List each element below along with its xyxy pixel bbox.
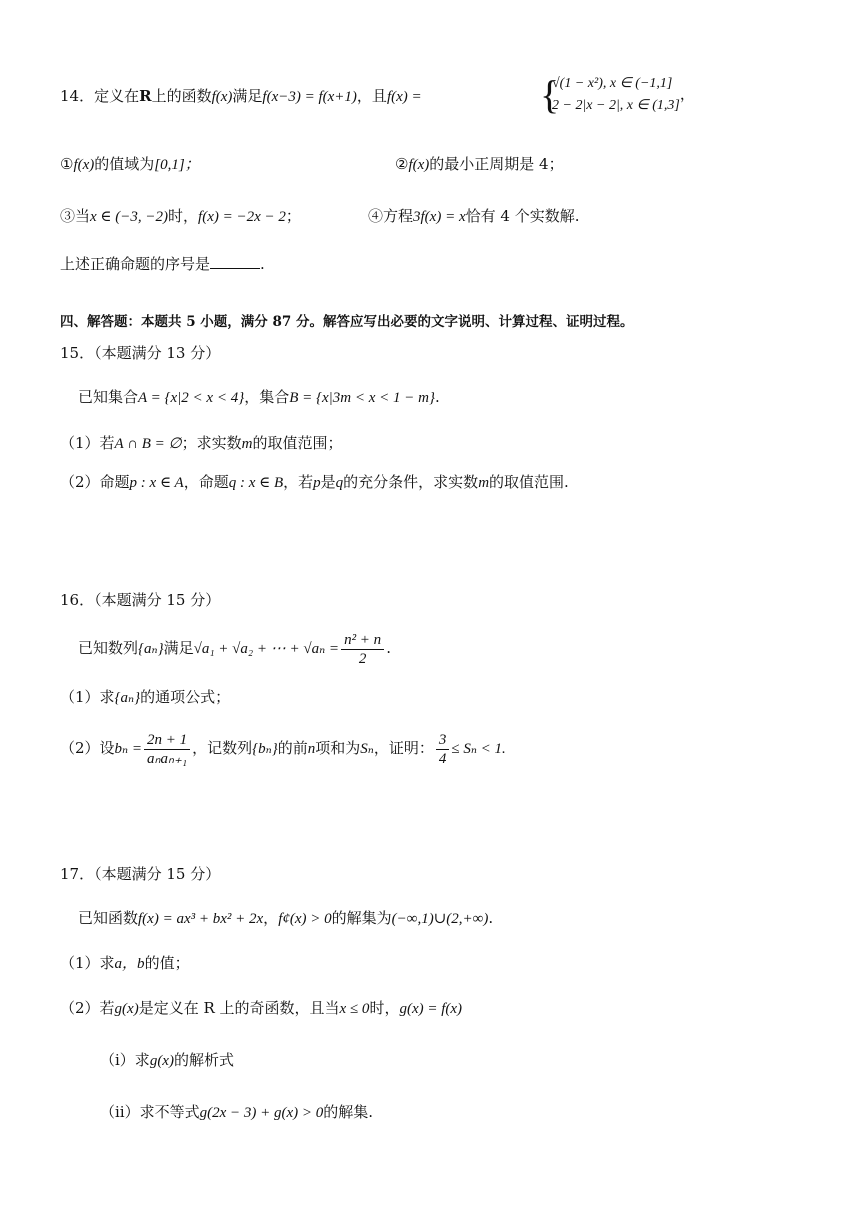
section-heading: 四、解答题：本题共 5 小题，满分 87 分。解答应写出必要的文字说明、计算过程、证明过程。 — [60, 314, 634, 330]
part-label: （2）若 — [60, 999, 115, 1017]
option-marker: ② — [395, 155, 409, 173]
sqrt-sum: √a₁ + √a₂ + ⋯ + √aₙ = — [193, 641, 340, 657]
fraction-numerator: n² + n — [341, 631, 384, 650]
fraction — [144, 731, 190, 768]
sub-label: （ⅰ）求 — [100, 1051, 150, 1069]
q14-stem-text: 14．定义在 — [60, 87, 140, 105]
q15-text: ，集合 — [244, 388, 290, 406]
q14-piecewise — [540, 73, 695, 117]
q16-stem — [78, 628, 391, 669]
q14-fx-eq: f(x) = — [386, 89, 422, 105]
q14-real-set: R — [139, 87, 152, 105]
q14-option-1 — [60, 153, 200, 176]
q16-title: 16．（本题满分 15 分） — [60, 591, 221, 609]
part-label: （2）命题 — [60, 473, 130, 491]
ask-period: . — [260, 255, 265, 273]
var-sn: Sₙ — [360, 741, 374, 757]
sub-text: 的解析式 — [173, 1051, 234, 1069]
part-text: 是定义在 R 上的奇函数，且当 — [138, 999, 340, 1017]
option-math: [0,1]； — [154, 157, 200, 173]
q17-stem — [78, 907, 493, 930]
part-text: 的值； — [144, 954, 190, 972]
func-g: g(x) — [114, 1001, 139, 1017]
sequence-a: {aₙ} — [114, 690, 141, 706]
q16-part2 — [60, 728, 506, 769]
part-math: q : x ∈ B — [228, 475, 284, 491]
sub-text: 的解集. — [323, 1103, 374, 1121]
q15-part1 — [60, 432, 343, 455]
option-text: 时， — [168, 207, 199, 225]
part-text: 的前 — [277, 739, 308, 757]
part-text: 的取值范围. — [489, 473, 569, 491]
q14-ask — [60, 253, 265, 275]
q16-text: . — [386, 639, 391, 657]
q14-option-4 — [368, 205, 579, 228]
inequality: g(2x − 3) + g(x) > 0 — [199, 1105, 324, 1121]
inequality: ≤ Sₙ < 1. — [451, 741, 506, 757]
piece-row-1: √(1 − x²), x ∈ (−1,1] — [552, 76, 673, 91]
fraction-numerator: 2n + 1 — [144, 731, 190, 750]
fraction-denominator: 4 — [438, 750, 447, 767]
part-text: ，证明： — [373, 739, 434, 757]
fraction-numerator: 3 — [436, 731, 450, 750]
q14-stem-text-c: 满足 — [232, 87, 263, 105]
option-marker: ① — [60, 155, 74, 173]
part-text: 时， — [369, 999, 400, 1017]
q17-title: 17．（本题满分 15 分） — [60, 865, 221, 883]
equation: g(x) = f(x) — [399, 1001, 463, 1017]
sub-label: （ⅱ）求不等式 — [100, 1103, 200, 1121]
part-text: ，命题 — [183, 473, 229, 491]
condition: x ≤ 0 — [339, 1001, 370, 1017]
func-g: g(x) — [149, 1053, 174, 1069]
q14-option-2 — [395, 153, 564, 176]
piece-row-2: 2 − 2|x − 2|, x ∈ (1,3] — [552, 98, 680, 113]
part-text: 项和为 — [315, 739, 361, 757]
piecewise-function — [540, 73, 680, 117]
derivative-cond: f¢(x) > 0 — [278, 911, 332, 927]
var-m: m — [478, 475, 490, 491]
vars-ab: a，b — [114, 956, 145, 972]
var-p: p — [313, 475, 321, 491]
q14-stem-end: ， — [679, 85, 695, 103]
q15-stem — [78, 386, 440, 409]
q14-condition: f(x−3) = f(x+1) — [262, 89, 357, 105]
fraction — [341, 631, 384, 668]
option-math: f(x) — [73, 157, 95, 173]
option-text: ④方程 — [368, 207, 414, 225]
part-math: A ∩ B = ∅ — [114, 436, 182, 452]
q17-text: 已知函数 — [78, 909, 139, 927]
q17-sub1 — [100, 1049, 234, 1072]
q17-text: 的解集为 — [331, 909, 392, 927]
option-math: f(x) = −2x − 2 — [198, 209, 286, 225]
option-text: 的最小正周期是 4； — [429, 155, 564, 173]
option-text: 的值域为 — [94, 155, 155, 173]
part-text: 的取值范围； — [252, 434, 343, 452]
q14-option-3 — [60, 205, 301, 228]
solution-set: (−∞,1)∪(2,+∞) — [391, 911, 489, 927]
set-a: A = {x|2 < x < 4} — [138, 390, 245, 406]
q16-text: 已知数列 — [78, 639, 139, 657]
q14-stem-text-d: ，且 — [356, 87, 387, 105]
q17-text: . — [488, 909, 494, 927]
part-text: ，若 — [283, 473, 314, 491]
ask-text: 上述正确命题的序号是 — [60, 255, 211, 273]
sequence-a: {aₙ} — [138, 641, 164, 657]
part-text: ，记数列 — [192, 739, 253, 757]
var-m: m — [241, 436, 253, 452]
q17-part1 — [60, 952, 190, 975]
part-text: 是 — [320, 473, 336, 491]
brace-icon: { — [540, 72, 560, 117]
q15-text: . — [435, 388, 440, 406]
q15-part2 — [60, 471, 569, 494]
var-n: n — [307, 741, 316, 757]
q16-part1 — [60, 686, 230, 709]
var-q: q — [335, 475, 344, 491]
q17-part2 — [60, 997, 462, 1020]
q14-fx: f(x) — [211, 89, 233, 105]
option-math: f(x) — [408, 157, 430, 173]
q15-text: 已知集合 — [78, 388, 139, 406]
part-label: （2）设 — [60, 739, 115, 757]
q16-text: 满足 — [163, 639, 194, 657]
part-math: p : x ∈ A — [129, 475, 184, 491]
q15-title: 15．（本题满分 13 分） — [60, 344, 221, 362]
part-text: 的充分条件，求实数 — [343, 473, 479, 491]
q14-stem-text-b: 上的函数 — [151, 87, 212, 105]
fraction — [436, 731, 450, 768]
fraction-denominator: aₙaₙ₊₁ — [147, 750, 188, 767]
option-math: 3f(x) = x — [413, 209, 466, 225]
option-text: ③当 — [60, 207, 91, 225]
option-text: ； — [285, 207, 301, 225]
set-b: B = {x|3m < x < 1 − m} — [289, 390, 435, 406]
part-text: ；求实数 — [181, 434, 242, 452]
answer-blank[interactable] — [210, 254, 260, 269]
function-def: f(x) = ax³ + bx² + 2x — [138, 911, 264, 927]
part-label: （1）求 — [60, 688, 115, 706]
q17-sub2 — [100, 1101, 373, 1124]
part-label: （1）若 — [60, 434, 115, 452]
part-text: 的通项公式； — [140, 688, 231, 706]
option-text: 恰有 4 个实数解. — [465, 207, 580, 225]
q14-stem — [60, 85, 422, 108]
q17-text: ， — [263, 909, 279, 927]
sequence-b: {bₙ} — [252, 741, 278, 757]
option-math: x ∈ (−3, −2) — [90, 209, 169, 225]
fraction-denominator: 2 — [358, 650, 367, 667]
part-label: （1）求 — [60, 954, 115, 972]
bn-def: bₙ = — [114, 741, 142, 757]
